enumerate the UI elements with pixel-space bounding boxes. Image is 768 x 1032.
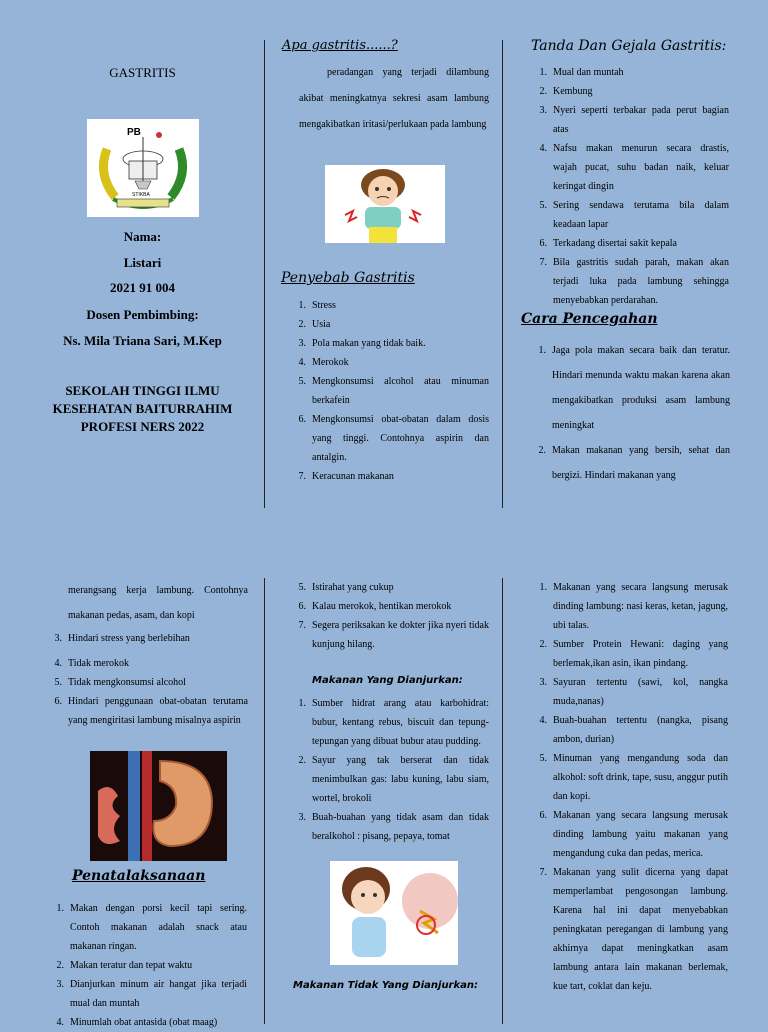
list-item: 2. Kembung: [539, 86, 593, 97]
symptoms-list: [533, 63, 729, 310]
prevention-heading: Cara Pencegahan: [521, 311, 658, 327]
list-item: 4. Merokok: [298, 357, 349, 368]
school-line-1: SEKOLAH TINGGI ILMU: [65, 383, 220, 398]
list-item: 2. Usia: [298, 319, 331, 330]
list-item: 4. Buah-buahan tertentu (nangka, pisang ambon, durian): [539, 715, 728, 745]
list-item: 2. Sumber Protein Hewani: daging yang berlemak,ikan asin, ikan pindang.: [539, 639, 728, 669]
institution-logo: [87, 119, 199, 217]
list-item: 7. Segera periksakan ke dokter jika nyeri tidak kunjung hilang.: [298, 620, 489, 650]
prevention-list-continued: [48, 629, 248, 730]
list-item: 6. Terkadang disertai sakit kepala: [539, 238, 677, 249]
list-item: 3. Dianjurkan minum air hangat jika terjadi mual dan muntah: [56, 979, 247, 1009]
list-item: 6. Hindari penggunaan obat-obatan terutama yang mengiritasi lambung misalnya aspirin: [54, 696, 248, 726]
list-item: 4. Tidak merokok: [54, 658, 130, 669]
symptoms-heading: Tanda Dan Gejala Gastritis:: [531, 38, 727, 54]
digestive-organ-illustration: [90, 751, 227, 861]
page-title: GASTRITIS: [109, 65, 176, 80]
list-item: 1. Jaga pola makan secara baik dan teratur. Hindari menunda waktu makan karena akan mengakibatkan produksi asam lambung meningkat: [538, 345, 730, 431]
list-item: 6. Makanan yang secara langsung merusak dinding lambung yaitu makanan yang mengandung cuka dan pedas, merica.: [539, 810, 728, 859]
list-item: 5. Tidak mengkonsumsi alcohol: [54, 677, 186, 688]
school-line-3: PROFESI NERS 2022: [80, 419, 205, 434]
list-item: 2. Sayur yang tak berserat dan tidak menimbulkan gas: labu kuning, labu siam, wortel, brokoli: [298, 755, 489, 804]
name-label: Nama:: [123, 229, 162, 244]
causes-list: [292, 296, 489, 486]
list-item: 1. Mual dan muntah: [539, 67, 624, 78]
student-name: Listari: [123, 255, 162, 270]
column-divider: [502, 40, 503, 508]
list-item: 3. Buah-buahan yang tidak asam dan tidak beralkohol : pisang, pepaya, tomat: [298, 812, 489, 842]
supervisor-name: Ns. Mila Triana Sari, M.Kep: [63, 333, 222, 348]
list-item: 1. Sumber hidrat arang atau karbohidrat: bubur, kentang rebus, biscuit dan tepung-tepungan yang dibuat bubur atau pudding.: [298, 698, 489, 747]
logo-text-top: PB: [127, 127, 141, 138]
list-item: 4. Minumlah obat antasida (obat maag): [56, 1017, 218, 1028]
list-item: 1. Makanan yang secara langsung merusak dinding lambung: nasi keras, ketan, jagung, ubi talas.: [539, 582, 728, 631]
management-heading: Penatalaksanaan: [72, 868, 206, 884]
list-item: 6. Kalau merokok, hentikan merokok: [298, 601, 452, 612]
list-item: 3. Nyeri seperti terbakar pada perut bagian atas: [539, 105, 729, 135]
column-divider: [264, 578, 265, 1024]
list-item: 7. Makanan yang sulit dicerna yang dapat memperlambat pengosongan lambung. Karena hal ini dapat menyebabkan peningkatan peregangan di lambung yang akhirnya dapat meningkatkan asam lambung antara lain makanan berlemak, kue tart, coklat dan keju.: [539, 867, 728, 992]
prevention-continued-text: merangsang kerja lambung. Contohnya makanan pedas, asam, dan kopi: [68, 585, 248, 621]
list-item: 2. Makan makanan yang bersih, sehat dan bergizi. Hindari makanan yang: [538, 445, 730, 481]
stomach-ache-illustration: [325, 165, 445, 243]
logo-text-mid: STIKBA: [132, 192, 150, 198]
recommended-food-list: [292, 694, 489, 846]
list-item: 1. Makan dengan porsi kecil tapi sering. Contoh makanan adalah snack atau makanan ringan.: [56, 903, 247, 952]
management-list: [50, 899, 247, 1032]
list-item: 3. Sayuran tertentu (sawi, kol, nangka muda,nanas): [539, 677, 728, 707]
list-item: 6. Mengkonsumsi obat-obatan dalam dosis yang tinggi. Contohnya aspirin dan antalgin.: [298, 414, 489, 463]
list-item: 5. Minuman yang mengandung soda dan alkohol: soft drink, tape, susu, anggur putih dan kopi.: [539, 753, 728, 802]
not-recommended-food-list: [533, 578, 728, 996]
list-item: 1. Stress: [298, 300, 336, 311]
list-item: 5. Mengkonsumsi alcohol atau minuman berkafein: [298, 376, 489, 406]
list-item: 5. Istirahat yang cukup: [298, 582, 394, 593]
what-is-gastritis-heading: Apa gastritis......?: [282, 38, 398, 53]
supervisor-label: Dosen Pembimbing:: [86, 307, 199, 322]
definition-text: peradangan yang terjadi dilambung akibat meningkatnya sekresi asam lambung mengakibatkan iritasi/perlukaan pada lambung: [299, 67, 489, 130]
list-item: 5. Sering sendawa terutama bila dalam keadaan lapar: [539, 200, 729, 230]
management-list-continued: [292, 578, 489, 654]
not-recommended-food-heading: Makanan Tidak Yang Dianjurkan:: [293, 980, 479, 991]
school-line-2: KESEHATAN BAITURRAHIM: [52, 401, 233, 416]
list-item: 7. Keracunan makanan: [298, 471, 394, 482]
list-item: 3. Pola makan yang tidak baik.: [298, 338, 426, 349]
column-divider: [502, 578, 503, 1024]
recommended-food-heading: Makanan Yang Dianjurkan:: [312, 675, 463, 686]
list-item: 4. Nafsu makan menurun secara drastis, wajah pucat, suhu badan naik, keluar keringat dingin: [539, 143, 729, 192]
list-item: 7. Bila gastritis sudah parah, makan akan terjadi luka pada lambung sehingga menyebabkan perdarahan.: [539, 257, 729, 306]
column-divider: [264, 40, 265, 508]
prevention-list: [532, 338, 730, 488]
causes-heading: Penyebab Gastritis: [281, 270, 415, 286]
student-id: 2021 91 004: [110, 280, 175, 295]
list-item: 3. Hindari stress yang berlebihan: [54, 633, 190, 644]
list-item: 2. Makan teratur dan tepat waktu: [56, 960, 193, 971]
sick-woman-illustration: [330, 861, 458, 965]
